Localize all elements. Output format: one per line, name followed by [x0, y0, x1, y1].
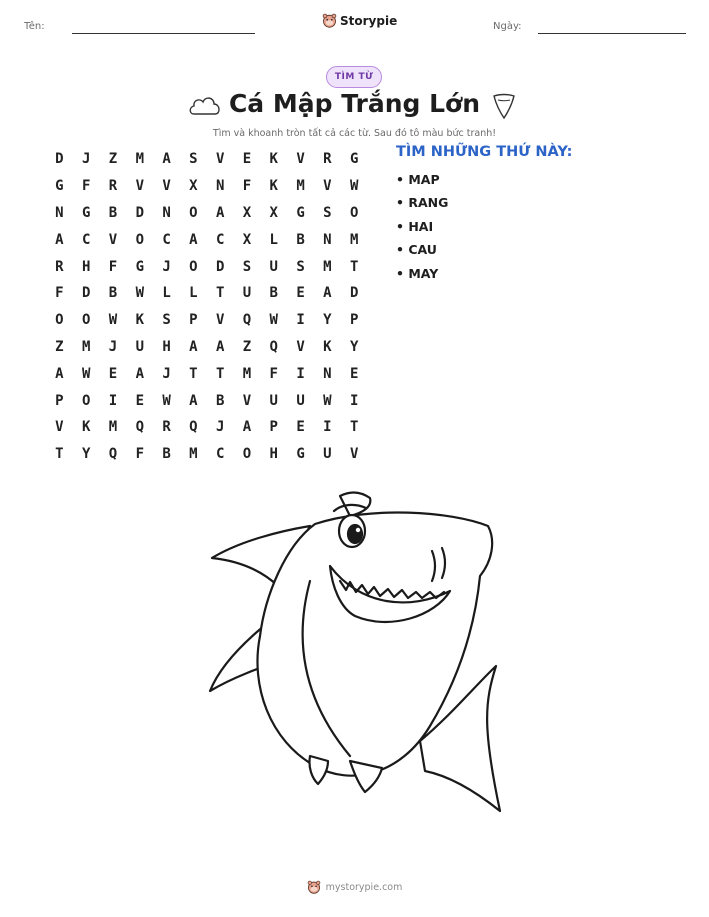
- grid-cell[interactable]: F: [135, 446, 144, 463]
- grid-cell[interactable]: L: [269, 231, 278, 248]
- grid-cell[interactable]: T: [189, 365, 198, 382]
- footer: [0, 880, 709, 894]
- grid-cell[interactable]: O: [189, 258, 198, 275]
- grid-cell[interactable]: K: [135, 312, 144, 329]
- grid-cell[interactable]: O: [189, 204, 198, 221]
- word-list: [396, 170, 448, 287]
- grid-cell[interactable]: N: [323, 365, 332, 382]
- grid-cell[interactable]: T: [215, 285, 225, 302]
- grid-cell[interactable]: N: [215, 178, 225, 195]
- grid-cell[interactable]: B: [296, 231, 305, 248]
- grid-cell[interactable]: K: [269, 178, 278, 195]
- grid-cell[interactable]: S: [242, 258, 252, 275]
- grid-cell[interactable]: A: [189, 231, 198, 248]
- grid-cell[interactable]: M: [296, 178, 305, 195]
- grid-cell[interactable]: Y: [81, 446, 91, 463]
- grid-cell[interactable]: V: [108, 231, 118, 248]
- brand-name: Storypie: [340, 13, 398, 28]
- grid-cell[interactable]: A: [162, 151, 171, 168]
- grid-cell[interactable]: W: [108, 312, 118, 329]
- grid-cell[interactable]: I: [108, 392, 118, 409]
- grid-cell[interactable]: G: [81, 204, 91, 221]
- grid-cell[interactable]: J: [81, 151, 91, 168]
- grid-cell[interactable]: W: [269, 312, 278, 329]
- grid-cell[interactable]: V: [55, 419, 64, 436]
- grid-cell[interactable]: A: [323, 285, 332, 302]
- grid-cell[interactable]: D: [349, 285, 359, 302]
- grid-cell[interactable]: B: [108, 285, 118, 302]
- grid-cell[interactable]: O: [81, 392, 91, 409]
- grid-cell[interactable]: D: [135, 204, 144, 221]
- grid-cell[interactable]: A: [55, 365, 64, 382]
- grid-cell[interactable]: X: [242, 231, 252, 248]
- grid-cell[interactable]: I: [349, 392, 359, 409]
- grid-cell[interactable]: L: [189, 285, 198, 302]
- grid-cell[interactable]: C: [215, 231, 225, 248]
- grid-cell[interactable]: Q: [242, 312, 252, 329]
- grid-cell[interactable]: X: [269, 204, 278, 221]
- grid-cell[interactable]: K: [323, 338, 332, 355]
- grid-cell[interactable]: T: [349, 419, 359, 436]
- grid-cell[interactable]: M: [81, 338, 91, 355]
- grid-cell[interactable]: A: [189, 338, 198, 355]
- shark-tooth-icon: [492, 92, 516, 120]
- word-item: • RANG: [396, 195, 449, 211]
- grid-cell[interactable]: B: [108, 204, 118, 221]
- grid-cell[interactable]: N: [55, 204, 64, 221]
- grid-cell[interactable]: X: [189, 178, 198, 195]
- grid-cell[interactable]: G: [296, 446, 305, 463]
- grid-cell[interactable]: X: [242, 204, 252, 221]
- grid-cell[interactable]: T: [55, 446, 64, 463]
- grid-cell[interactable]: G: [55, 178, 64, 195]
- grid-cell[interactable]: C: [81, 231, 91, 248]
- grid-cell[interactable]: W: [162, 392, 171, 409]
- grid-cell[interactable]: Z: [242, 338, 252, 355]
- grid-cell[interactable]: Q: [135, 419, 144, 436]
- grid-cell[interactable]: A: [215, 338, 225, 355]
- grid-cell[interactable]: V: [215, 151, 225, 168]
- grid-cell[interactable]: E: [108, 365, 118, 382]
- grid-cell[interactable]: E: [296, 419, 305, 436]
- grid-cell[interactable]: N: [323, 231, 332, 248]
- date-label: Ngày:: [493, 21, 522, 32]
- grid-cell[interactable]: N: [162, 204, 171, 221]
- grid-cell[interactable]: R: [55, 258, 64, 275]
- grid-cell[interactable]: U: [269, 392, 278, 409]
- storypie-logo-icon: [322, 13, 337, 28]
- grid-cell[interactable]: H: [162, 338, 171, 355]
- storypie-logo-icon: [307, 880, 321, 894]
- grid-cell[interactable]: I: [296, 312, 305, 329]
- grid-cell[interactable]: V: [135, 178, 144, 195]
- grid-cell[interactable]: A: [189, 392, 198, 409]
- grid-cell[interactable]: A: [55, 231, 64, 248]
- grid-cell[interactable]: B: [162, 446, 171, 463]
- grid-cell[interactable]: Y: [323, 312, 332, 329]
- grid-cell[interactable]: S: [323, 204, 332, 221]
- grid-cell[interactable]: M: [108, 419, 118, 436]
- grid-cell[interactable]: U: [296, 392, 305, 409]
- grid-cell[interactable]: D: [81, 285, 91, 302]
- grid-cell[interactable]: G: [349, 151, 359, 168]
- word-item: • MAY: [396, 265, 439, 281]
- grid-cell[interactable]: F: [242, 178, 252, 195]
- grid-cell[interactable]: S: [162, 312, 171, 329]
- grid-cell[interactable]: O: [242, 446, 252, 463]
- grid-cell[interactable]: T: [349, 258, 359, 275]
- grid-cell[interactable]: P: [349, 312, 359, 329]
- grid-cell[interactable]: B: [269, 285, 278, 302]
- grid-cell[interactable]: R: [108, 178, 118, 195]
- grid-cell[interactable]: E: [296, 285, 305, 302]
- grid-cell[interactable]: H: [81, 258, 91, 275]
- grid-cell[interactable]: C: [162, 231, 171, 248]
- shark-illustration: [200, 486, 510, 816]
- word-search-grid: [46, 146, 368, 468]
- grid-cell[interactable]: B: [215, 392, 225, 409]
- grid-cell[interactable]: V: [215, 312, 225, 329]
- grid-cell[interactable]: Z: [108, 151, 118, 168]
- grid-cell[interactable]: J: [162, 258, 171, 275]
- grid-cell[interactable]: R: [162, 419, 171, 436]
- grid-cell[interactable]: A: [215, 204, 225, 221]
- grid-cell[interactable]: L: [162, 285, 171, 302]
- brand: [322, 13, 397, 28]
- grid-cell[interactable]: O: [349, 204, 359, 221]
- grid-cell[interactable]: J: [215, 419, 225, 436]
- grid-cell[interactable]: E: [242, 151, 252, 168]
- grid-cell[interactable]: M: [189, 446, 198, 463]
- instructions: Tìm và khoanh tròn tất cả các từ. Sau đó tô màu bức tranh!: [212, 128, 497, 139]
- grid-cell[interactable]: S: [189, 151, 198, 168]
- grid-cell[interactable]: F: [269, 365, 278, 382]
- grid-cell[interactable]: C: [215, 446, 225, 463]
- grid-cell[interactable]: Z: [55, 338, 64, 355]
- grid-cell[interactable]: U: [323, 446, 332, 463]
- grid-cell[interactable]: J: [108, 338, 118, 355]
- grid-cell[interactable]: U: [135, 338, 144, 355]
- grid-cell[interactable]: O: [81, 312, 91, 329]
- grid-cell[interactable]: D: [55, 151, 64, 168]
- grid-cell[interactable]: P: [269, 419, 278, 436]
- grid-cell[interactable]: M: [323, 258, 332, 275]
- grid-cell[interactable]: J: [162, 365, 171, 382]
- grid-cell[interactable]: Q: [189, 419, 198, 436]
- date-line: [538, 33, 686, 34]
- grid-cell[interactable]: W: [135, 285, 144, 302]
- grid-cell[interactable]: T: [215, 365, 225, 382]
- grid-cell[interactable]: Q: [269, 338, 278, 355]
- grid-cell[interactable]: V: [162, 178, 171, 195]
- page-title: Cá Mập Trắng Lớn: [228, 89, 481, 118]
- grid-cell[interactable]: U: [269, 258, 278, 275]
- grid-cell[interactable]: P: [55, 392, 64, 409]
- grid-cell[interactable]: E: [135, 392, 144, 409]
- grid-cell[interactable]: D: [215, 258, 225, 275]
- grid-cell[interactable]: W: [323, 392, 332, 409]
- grid-cell[interactable]: U: [242, 285, 252, 302]
- name-line: [72, 33, 255, 34]
- word-item: • MAP: [396, 172, 440, 187]
- grid-cell[interactable]: I: [323, 419, 332, 436]
- grid-cell[interactable]: I: [296, 365, 305, 382]
- grid-cell[interactable]: K: [269, 151, 278, 168]
- grid-cell[interactable]: G: [296, 204, 305, 221]
- grid-cell[interactable]: W: [81, 365, 91, 382]
- grid-cell[interactable]: M: [135, 151, 144, 168]
- grid-cell[interactable]: V: [242, 392, 252, 409]
- grid-cell[interactable]: F: [81, 178, 91, 195]
- grid-cell[interactable]: W: [349, 178, 359, 195]
- grid-cell[interactable]: V: [323, 178, 332, 195]
- grid-cell[interactable]: V: [296, 151, 305, 168]
- activity-badge: TÌM TỪ: [326, 66, 382, 88]
- grid-cell[interactable]: F: [108, 258, 118, 275]
- grid-cell[interactable]: A: [242, 419, 252, 436]
- grid-cell[interactable]: A: [135, 365, 144, 382]
- grid-cell[interactable]: V: [296, 338, 305, 355]
- grid-cell[interactable]: F: [55, 285, 64, 302]
- grid-cell[interactable]: Q: [108, 446, 118, 463]
- grid-cell[interactable]: E: [349, 365, 359, 382]
- grid-cell[interactable]: K: [81, 419, 91, 436]
- grid-cell[interactable]: P: [189, 312, 198, 329]
- find-list-title: TÌM NHỮNG THỨ NÀY:: [396, 144, 573, 160]
- footer-url: mystorypie.com: [325, 881, 403, 893]
- name-label: Tên:: [24, 21, 45, 32]
- grid-cell[interactable]: H: [269, 446, 278, 463]
- grid-cell[interactable]: O: [55, 312, 64, 329]
- grid-cell[interactable]: Y: [349, 338, 359, 355]
- grid-cell[interactable]: M: [242, 365, 252, 382]
- grid-cell[interactable]: S: [296, 258, 305, 275]
- grid-cell[interactable]: M: [349, 231, 359, 248]
- grid-cell[interactable]: G: [135, 258, 144, 275]
- grid-cell[interactable]: O: [135, 231, 144, 248]
- grid-cell[interactable]: V: [349, 446, 359, 463]
- grid-cell[interactable]: R: [323, 151, 332, 168]
- word-item: • HAI: [396, 218, 434, 234]
- word-item: • CAU: [396, 242, 437, 258]
